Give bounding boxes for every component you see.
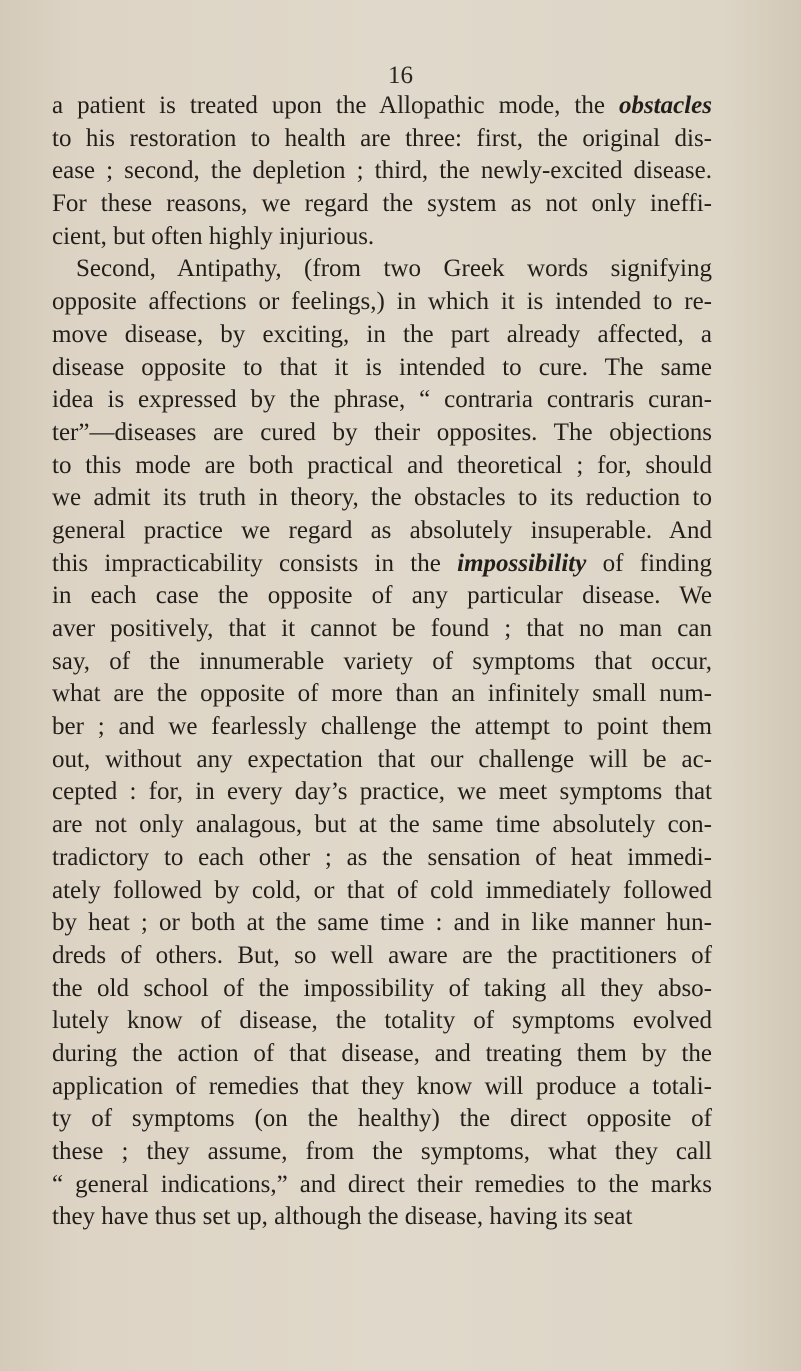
- text-segment: ease ; second, the depletion ; third, the newly-excited disease.: [52, 157, 712, 185]
- text-segment: in each case the opposite of any particular disease. We: [52, 582, 712, 610]
- text-line: [52, 548, 712, 581]
- text-line: [52, 809, 712, 842]
- text-segment: cient, but often highly injurious.: [52, 222, 375, 250]
- text-line: [52, 123, 712, 156]
- text-segment: are not only analagous, but at the same time absolutely con-: [52, 811, 712, 839]
- text-line: [52, 286, 712, 319]
- text-line: [52, 352, 712, 385]
- text-segment: dreds of others. But, so well aware are the practitioners of: [52, 941, 712, 969]
- text-segment: of finding: [586, 549, 712, 577]
- text-segment: to his restoration to health are three: first, the original dis-: [52, 124, 712, 152]
- text-segment: opposite affections or feelings,) in which it is intended to re-: [52, 288, 712, 316]
- text-line: [52, 253, 712, 286]
- body-text: [52, 90, 712, 1234]
- text-segment: to this mode are both practical and theoretical ; for, should: [52, 451, 712, 479]
- text-line: [52, 646, 712, 679]
- text-segment: a patient is treated upon the Allopathic mode, the: [52, 92, 619, 119]
- text-line: [52, 188, 712, 221]
- text-segment: these ; they assume, from the symptoms, what they call: [52, 1138, 712, 1165]
- text-line: [52, 155, 712, 188]
- text-line: [52, 842, 712, 875]
- text-segment: idea is expressed by the phrase, “ contraria contraris curan-: [52, 386, 712, 414]
- text-segment: ber ; and we fearlessly challenge the attempt to point them: [52, 713, 712, 741]
- text-line: [52, 90, 712, 123]
- text-line: [52, 1038, 712, 1071]
- text-line: [52, 711, 712, 744]
- text-line: [52, 1136, 712, 1169]
- text-segment: say, of the innumerable variety of symptoms that occur,: [52, 647, 712, 675]
- text-line: [52, 744, 712, 777]
- text-line: [52, 580, 712, 613]
- text-line: [52, 875, 712, 908]
- text-line: [52, 515, 712, 548]
- text-line: [52, 907, 712, 940]
- text-segment: aver positively, that it cannot be found ; that no man can: [52, 615, 712, 642]
- text-line: [52, 1201, 712, 1234]
- text-line: [52, 678, 712, 711]
- text-segment: move disease, by exciting, in the part already affected, a: [52, 320, 712, 348]
- text-line: [52, 221, 712, 254]
- text-line: [52, 776, 712, 809]
- text-line: [52, 973, 712, 1006]
- text-segment: they have thus set up, although the disease, having its seat: [52, 1203, 633, 1231]
- text-segment: by heat ; or both at the same time : and in like manner hun-: [52, 909, 712, 937]
- text-segment: during the action of that disease, and treating them by the: [52, 1039, 712, 1067]
- text-line: [52, 482, 712, 515]
- text-segment: general practice we regard as absolutely insuperable. And: [52, 516, 712, 544]
- text-segment: out, without any expectation that our challenge will be ac-: [52, 745, 712, 773]
- text-segment: For these reasons, we regard the system as not only ineffi-: [52, 190, 712, 218]
- text-segment: we admit its truth in theory, the obstacles to its reduction to: [52, 484, 712, 512]
- emphasized-word: obstacles: [618, 92, 712, 119]
- page-number: 16: [388, 62, 413, 89]
- text-segment: application of remedies that they know will produce a totali-: [52, 1072, 712, 1100]
- text-segment: tradictory to each other ; as the sensation of heat immedi-: [52, 843, 712, 871]
- text-line: [52, 384, 712, 417]
- text-line: [52, 1071, 712, 1104]
- text-line: [52, 1103, 712, 1136]
- text-segment: “ general indications,” and direct their remedies to the marks: [52, 1170, 712, 1198]
- text-line: [52, 1169, 712, 1202]
- text-segment: disease opposite to that it is intended to cure. The same: [52, 353, 712, 381]
- text-line: [52, 613, 712, 646]
- text-segment: this impracticability consists in the: [52, 549, 458, 577]
- text-segment: lutely know of disease, the totality of symptoms evolved: [52, 1007, 712, 1035]
- text-segment: ty of symptoms (on the healthy) the direct opposite of: [52, 1105, 712, 1133]
- text-line: [52, 319, 712, 352]
- emphasized-word: impossibility: [457, 549, 587, 577]
- text-segment: ately followed by cold, or that of cold immediately followed: [52, 876, 712, 904]
- text-segment: what are the opposite of more than an infinitely small num-: [52, 680, 712, 708]
- text-segment: cepted : for, in every day’s practice, we meet symptoms that: [52, 778, 712, 806]
- text-segment: Second, Antipathy, (from two Greek words signifying: [76, 255, 712, 283]
- text-line: [52, 417, 712, 450]
- text-segment: the old school of the impossibility of taking all they abso-: [52, 974, 712, 1002]
- text-line: [52, 940, 712, 973]
- text-segment: ter”—diseases are cured by their opposites. The objections: [52, 418, 712, 446]
- text-line: [52, 1005, 712, 1038]
- text-line: [52, 450, 712, 483]
